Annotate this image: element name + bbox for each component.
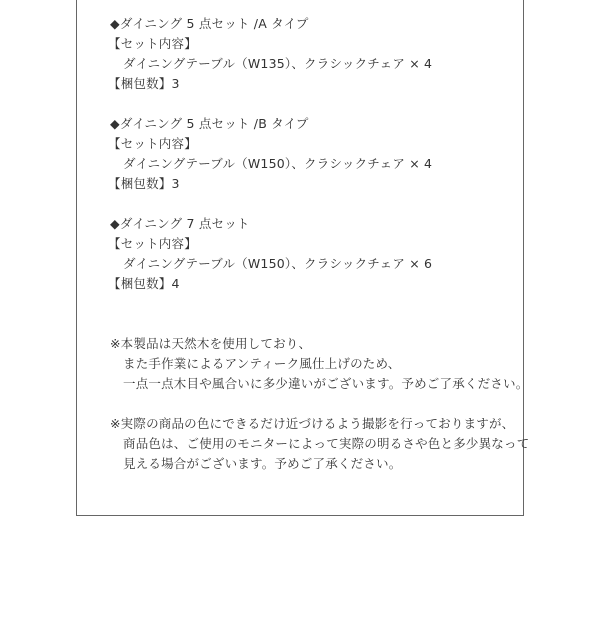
set-7-packages: 【梱包数】4 — [108, 276, 180, 291]
set-a-contents-label: 【セット内容】 — [108, 36, 197, 51]
note-wood-line-3: 一点一点木目や風合いに多少違いがございます。予めご了承ください。 — [123, 376, 529, 391]
note-color-line-3: 見える場合がございます。予めご了承ください。 — [123, 456, 402, 471]
set-a-title: ◆ダイニング 5 点セット /A タイプ — [110, 16, 309, 31]
set-a-packages: 【梱包数】3 — [108, 76, 180, 91]
set-a-contents: ダイニングテーブル（W135）、クラシックチェア × 4 — [123, 56, 433, 71]
set-7-contents: ダイニングテーブル（W150）、クラシックチェア × 6 — [123, 256, 433, 271]
set-b-contents-label: 【セット内容】 — [108, 136, 197, 151]
set-7-title: ◆ダイニング 7 点セット — [110, 216, 250, 231]
set-b-packages: 【梱包数】3 — [108, 176, 180, 191]
note-wood-line-2: また手作業によるアンティーク風仕上げのため、 — [123, 356, 401, 371]
note-color-line-1: ※実際の商品の色にできるだけ近づけるよう撮影を行っておりますが、 — [110, 416, 515, 431]
set-7-contents-label: 【セット内容】 — [108, 236, 197, 251]
note-color-line-2: 商品色は、ご使用のモニターによって実際の明るさや色と多少異なって — [123, 436, 530, 451]
note-wood-line-1: ※本製品は天然木を使用しており、 — [110, 336, 312, 351]
set-b-title: ◆ダイニング 5 点セット /B タイプ — [110, 116, 309, 131]
set-b-contents: ダイニングテーブル（W150）、クラシックチェア × 4 — [123, 156, 433, 171]
